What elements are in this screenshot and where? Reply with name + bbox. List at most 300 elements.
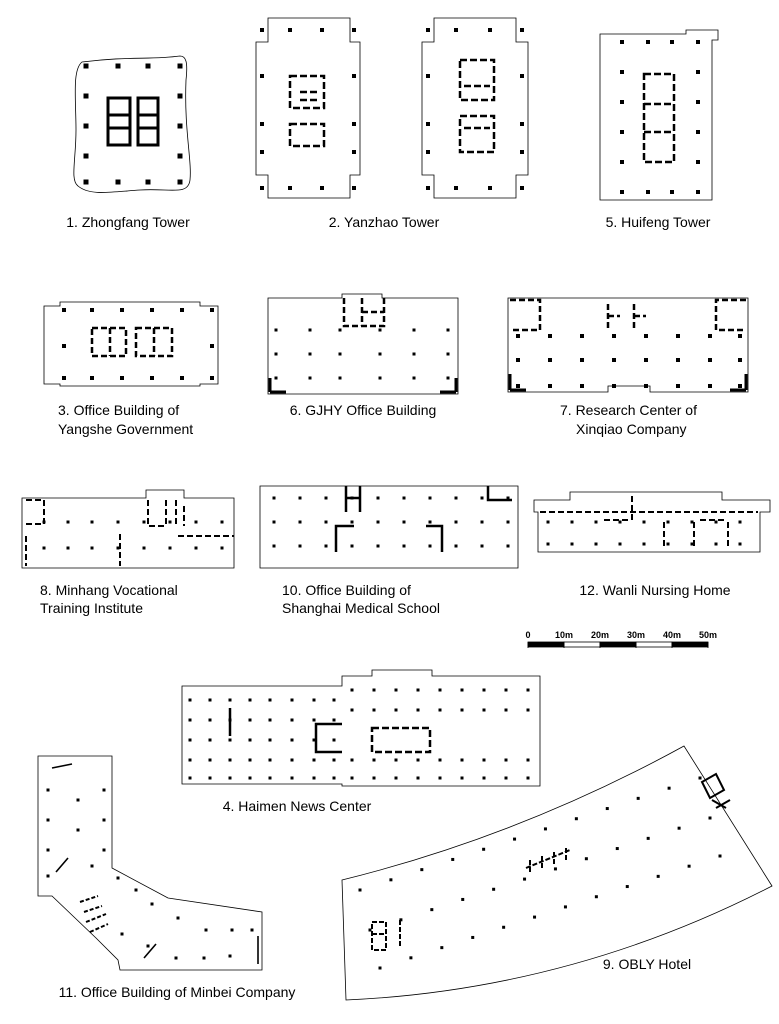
column-dot <box>177 917 180 920</box>
column-dot <box>229 739 232 742</box>
column-dot <box>352 28 356 32</box>
column-dot <box>580 358 584 362</box>
label-xinqiao-line2: Xinqiao Company <box>576 421 687 437</box>
column-dot <box>351 545 354 548</box>
column-dot <box>43 547 46 550</box>
column-dot <box>379 329 382 332</box>
column-dot <box>169 547 172 550</box>
column-dot <box>502 926 505 929</box>
scale-tick-label: 20m <box>590 630 610 640</box>
scale-bar <box>528 642 708 648</box>
column-dot <box>147 945 150 948</box>
column-dot <box>359 889 362 892</box>
column-dot <box>62 308 66 312</box>
column-dot <box>481 521 484 524</box>
column-dot <box>395 777 398 780</box>
column-dot <box>619 543 622 546</box>
column-dot <box>269 719 272 722</box>
column-dot <box>667 521 670 524</box>
plan-minbei-company <box>38 756 262 970</box>
column-dot <box>249 699 252 702</box>
column-dot <box>620 40 624 44</box>
column-dot <box>461 777 464 780</box>
column-dot <box>379 967 382 970</box>
column-dot <box>291 759 294 762</box>
column-dot <box>333 777 336 780</box>
column-dot <box>260 74 264 78</box>
column-dot <box>47 819 50 822</box>
column-dot <box>483 689 486 692</box>
column-dot <box>325 497 328 500</box>
column-dot <box>505 709 508 712</box>
column-dot <box>91 865 94 868</box>
column-dot <box>646 190 650 194</box>
column-dot <box>548 334 552 338</box>
column-dot <box>103 849 106 852</box>
column-dot <box>260 186 264 190</box>
column-dot <box>120 308 124 312</box>
column-dot <box>351 709 354 712</box>
label-obly-hotel: 9. OBLY Hotel <box>602 956 692 972</box>
column-dot <box>657 875 660 878</box>
column-dot <box>116 64 121 69</box>
column-dot <box>77 829 80 832</box>
column-dot <box>135 889 138 892</box>
scale-segment <box>600 642 636 647</box>
scale-tick-label: 0 <box>525 630 531 640</box>
column-dot <box>313 777 316 780</box>
column-dot <box>352 122 356 126</box>
column-dot <box>333 739 336 742</box>
column-dot <box>644 334 648 338</box>
column-dot <box>696 100 700 104</box>
column-dot <box>395 709 398 712</box>
label-gjhy-office: 6. GJHY Office Building <box>289 402 437 418</box>
column-dot <box>210 344 214 348</box>
column-dot <box>620 190 624 194</box>
column-dot <box>612 334 616 338</box>
column-dot <box>299 497 302 500</box>
column-dot <box>403 521 406 524</box>
label-haimen-news: 4. Haimen News Center <box>222 798 372 814</box>
column-dot <box>454 186 458 190</box>
column-dot <box>209 777 212 780</box>
column-dot <box>229 699 232 702</box>
column-dot <box>195 547 198 550</box>
column-dot <box>178 64 183 69</box>
column-dot <box>403 545 406 548</box>
column-dot <box>564 905 567 908</box>
column-dot <box>180 376 184 380</box>
plan-haimen-news <box>182 670 540 786</box>
columns <box>62 308 214 380</box>
column-dot <box>67 547 70 550</box>
plan-gjhy-office <box>268 294 458 394</box>
columns <box>84 64 183 185</box>
column-dot <box>520 74 524 78</box>
columns <box>359 777 722 970</box>
columns <box>620 40 700 194</box>
column-dot <box>146 180 151 185</box>
column-dot <box>47 849 50 852</box>
column-dot <box>620 70 624 74</box>
column-dot <box>150 376 154 380</box>
column-dot <box>249 759 252 762</box>
column-dot <box>454 28 458 32</box>
column-dot <box>520 122 524 126</box>
column-dot <box>339 329 342 332</box>
column-dot <box>482 848 485 851</box>
column-dot <box>209 719 212 722</box>
column-dot <box>547 521 550 524</box>
column-dot <box>299 545 302 548</box>
label-minhang-line2: Training Institute <box>40 600 143 616</box>
column-dot <box>275 353 278 356</box>
column-dot <box>571 543 574 546</box>
column-dot <box>527 709 530 712</box>
column-dot <box>260 150 264 154</box>
column-dot <box>429 545 432 548</box>
column-dot <box>426 122 430 126</box>
column-dot <box>269 699 272 702</box>
scale-tick-label: 10m <box>554 630 574 640</box>
column-dot <box>647 837 650 840</box>
column-dot <box>275 329 278 332</box>
column-dot <box>377 497 380 500</box>
column-dot <box>373 759 376 762</box>
column-dot <box>320 28 324 32</box>
column-dot <box>527 689 530 692</box>
column-dot <box>413 377 416 380</box>
column-dot <box>461 689 464 692</box>
column-dot <box>708 384 712 388</box>
column-dot <box>395 759 398 762</box>
column-dot <box>461 898 464 901</box>
column-dot <box>299 521 302 524</box>
column-dot <box>333 699 336 702</box>
column-dot <box>516 384 520 388</box>
column-dot <box>620 160 624 164</box>
column-dot <box>373 709 376 712</box>
label-yangshe-line2: Yangshe Government <box>58 421 194 437</box>
column-dot <box>116 180 121 185</box>
column-dot <box>676 384 680 388</box>
column-dot <box>84 124 89 129</box>
column-dot <box>143 521 146 524</box>
column-dot <box>339 377 342 380</box>
column-dot <box>644 358 648 362</box>
plan-shanghai-medical <box>260 486 518 568</box>
column-dot <box>231 929 234 932</box>
column-dot <box>189 719 192 722</box>
column-dot <box>426 186 430 190</box>
column-dot <box>626 885 629 888</box>
column-dot <box>209 739 212 742</box>
column-dot <box>620 100 624 104</box>
plan-obly-hotel <box>342 746 772 1000</box>
column-dot <box>585 857 588 860</box>
column-dot <box>221 521 224 524</box>
column-dot <box>676 334 680 338</box>
column-dot <box>91 521 94 524</box>
column-dot <box>481 497 484 500</box>
column-dot <box>84 64 89 69</box>
column-dot <box>575 817 578 820</box>
label-yanzhao-tower: 2. Yanzhao Tower <box>328 214 440 230</box>
column-dot <box>210 376 214 380</box>
column-dot <box>439 777 442 780</box>
column-dot <box>595 895 598 898</box>
column-dot <box>507 545 510 548</box>
column-dot <box>291 719 294 722</box>
column-dot <box>715 543 718 546</box>
label-minbei-company: 11. Office Building of Minbei Company <box>58 984 296 1000</box>
column-dot <box>483 709 486 712</box>
column-dot <box>527 777 530 780</box>
column-dot <box>249 719 252 722</box>
column-dot <box>696 160 700 164</box>
columns <box>547 521 742 546</box>
column-dot <box>670 40 674 44</box>
column-dot <box>84 180 89 185</box>
column-dot <box>455 497 458 500</box>
column-dot <box>409 956 412 959</box>
column-dot <box>84 94 89 99</box>
column-dot <box>547 543 550 546</box>
column-dot <box>520 28 524 32</box>
column-dot <box>417 689 420 692</box>
column-dot <box>483 759 486 762</box>
column-dot <box>612 384 616 388</box>
column-dot <box>455 521 458 524</box>
column-dot <box>646 40 650 44</box>
column-dot <box>667 543 670 546</box>
column-dot <box>455 545 458 548</box>
column-dot <box>189 759 192 762</box>
plan-wanli-nursing <box>534 492 770 552</box>
column-dot <box>62 344 66 348</box>
column-dot <box>461 759 464 762</box>
columns <box>189 689 530 780</box>
column-dot <box>595 521 598 524</box>
column-dot <box>616 847 619 850</box>
column-dot <box>291 739 294 742</box>
column-dot <box>351 521 354 524</box>
column-dot <box>379 377 382 380</box>
column-dot <box>620 130 624 134</box>
column-dot <box>699 777 702 780</box>
column-dot <box>644 384 648 388</box>
plan-zhongfang-tower <box>74 56 190 193</box>
column-dot <box>643 521 646 524</box>
column-dot <box>373 777 376 780</box>
column-dot <box>352 186 356 190</box>
column-dot <box>612 358 616 362</box>
column-dot <box>90 376 94 380</box>
column-dot <box>351 759 354 762</box>
plan-yangshe-government <box>44 302 218 386</box>
label-yangshe-line1: 3. Office Building of <box>58 402 180 418</box>
column-dot <box>580 384 584 388</box>
column-dot <box>325 521 328 524</box>
column-dot <box>417 759 420 762</box>
column-dot <box>117 521 120 524</box>
column-dot <box>291 699 294 702</box>
scale-segment <box>672 642 708 647</box>
column-dot <box>676 358 680 362</box>
column-dot <box>516 358 520 362</box>
column-dot <box>678 827 681 830</box>
column-dot <box>488 186 492 190</box>
column-dot <box>313 719 316 722</box>
column-dot <box>505 759 508 762</box>
column-dot <box>523 878 526 881</box>
column-dot <box>643 543 646 546</box>
column-dot <box>488 28 492 32</box>
column-dot <box>709 817 712 820</box>
label-zhongfang-tower: 1. Zhongfang Tower <box>66 214 190 230</box>
column-dot <box>273 497 276 500</box>
column-dot <box>417 709 420 712</box>
column-dot <box>189 777 192 780</box>
column-dot <box>309 377 312 380</box>
column-dot <box>513 838 516 841</box>
column-dot <box>580 334 584 338</box>
label-wanli-nursing: 12. Wanli Nursing Home <box>579 582 731 598</box>
column-dot <box>47 875 50 878</box>
column-dot <box>309 353 312 356</box>
column-dot <box>229 777 232 780</box>
column-dot <box>269 777 272 780</box>
column-dot <box>520 186 524 190</box>
column-dot <box>90 308 94 312</box>
plan-minhang-vocational <box>22 490 234 568</box>
column-dot <box>178 180 183 185</box>
column-dot <box>471 936 474 939</box>
label-minhang-line1: 8. Minhang Vocational <box>40 582 178 598</box>
column-dot <box>229 955 232 958</box>
column-dot <box>275 377 278 380</box>
column-dot <box>440 946 443 949</box>
plan-yanzhao-tower <box>256 18 528 198</box>
scale-segment <box>564 642 600 647</box>
column-dot <box>84 154 89 159</box>
column-dot <box>260 122 264 126</box>
column-dot <box>426 28 430 32</box>
column-dot <box>481 545 484 548</box>
column-dot <box>447 329 450 332</box>
column-dot <box>505 777 508 780</box>
column-dot <box>670 190 674 194</box>
column-dot <box>413 353 416 356</box>
column-dot <box>273 545 276 548</box>
column-dot <box>413 329 416 332</box>
column-dot <box>637 797 640 800</box>
column-dot <box>377 521 380 524</box>
column-dot <box>739 521 742 524</box>
column-dot <box>379 353 382 356</box>
column-dot <box>210 308 214 312</box>
scale-segment <box>636 642 672 647</box>
column-dot <box>150 308 154 312</box>
column-dot <box>209 759 212 762</box>
column-dot <box>420 868 423 871</box>
scale-tick-label: 30m <box>626 630 646 640</box>
column-dot <box>117 877 120 880</box>
column-dot <box>516 334 520 338</box>
column-dot <box>527 759 530 762</box>
column-dot <box>439 689 442 692</box>
column-dot <box>417 777 420 780</box>
column-dot <box>251 929 254 932</box>
column-dot <box>483 777 486 780</box>
column-dot <box>606 807 609 810</box>
column-dot <box>395 689 398 692</box>
column-dot <box>548 384 552 388</box>
column-dot <box>451 858 454 861</box>
column-dot <box>688 865 691 868</box>
column-dot <box>430 908 433 911</box>
column-dot <box>696 70 700 74</box>
column-dot <box>339 353 342 356</box>
column-dot <box>288 28 292 32</box>
column-dot <box>571 521 574 524</box>
column-dot <box>708 358 712 362</box>
column-dot <box>447 353 450 356</box>
column-dot <box>178 94 183 99</box>
column-dot <box>205 929 208 932</box>
column-dot <box>77 799 80 802</box>
column-dot <box>738 358 742 362</box>
column-dot <box>719 855 722 858</box>
column-dot <box>151 903 154 906</box>
column-dot <box>351 777 354 780</box>
column-dot <box>121 933 124 936</box>
column-dot <box>62 376 66 380</box>
column-dot <box>520 150 524 154</box>
scale-tick-label: 40m <box>662 630 682 640</box>
column-dot <box>429 497 432 500</box>
column-dot <box>507 521 510 524</box>
column-dot <box>377 545 380 548</box>
column-dot <box>229 759 232 762</box>
column-dot <box>426 74 430 78</box>
column-dot <box>461 709 464 712</box>
column-dot <box>313 699 316 702</box>
column-dot <box>439 759 442 762</box>
column-dot <box>146 64 151 69</box>
column-dot <box>708 334 712 338</box>
column-dot <box>352 150 356 154</box>
column-dot <box>533 916 536 919</box>
label-shanghai-medical-line2: Shanghai Medical School <box>282 600 440 616</box>
column-dot <box>373 689 376 692</box>
label-xinqiao-line1: 7. Research Center of <box>560 402 697 418</box>
column-dot <box>175 957 178 960</box>
column-dot <box>178 124 183 129</box>
column-dot <box>288 186 292 190</box>
column-dot <box>333 719 336 722</box>
column-dot <box>291 777 294 780</box>
column-dot <box>325 545 328 548</box>
scale-tick-label: 50m <box>698 630 718 640</box>
column-dot <box>120 376 124 380</box>
column-dot <box>352 74 356 78</box>
column-dot <box>403 497 406 500</box>
plan-huifeng-tower <box>600 30 718 200</box>
column-dot <box>249 739 252 742</box>
column-dot <box>178 154 183 159</box>
